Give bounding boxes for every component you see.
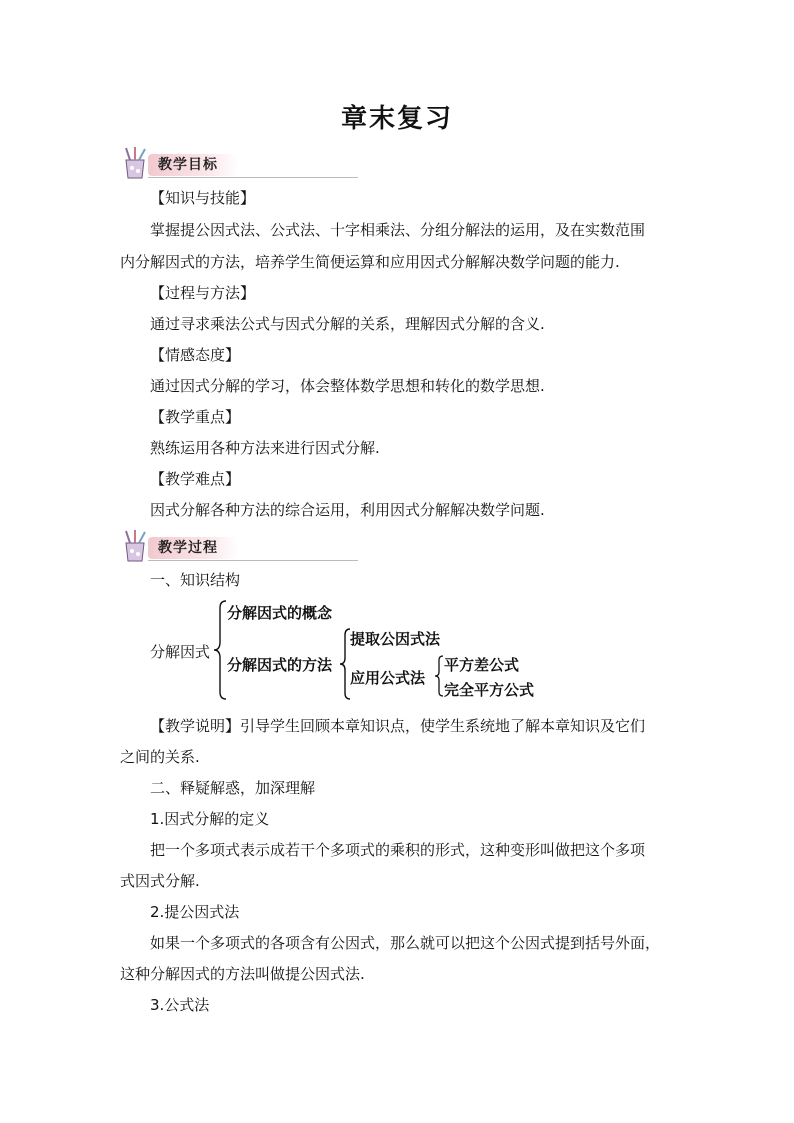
tree-diff-squares: 平方差公式 — [444, 656, 520, 674]
pencil-cup-icon — [118, 529, 152, 563]
focus-text: 熟练运用各种方法来进行因式分解. — [150, 439, 380, 457]
tree-root: 分解因式 — [150, 643, 211, 661]
difficulty-heading: 【教学难点】 — [150, 470, 241, 488]
knowledge-heading: 【知识与技能】 — [150, 189, 256, 207]
tree-perfect-square: 完全平方公式 — [444, 681, 535, 699]
item2-text-1: 如果一个多项式的各项含有公因式，那么就可以把这个公因式提到括号外面， — [150, 934, 661, 952]
section-banner-objectives — [118, 146, 242, 180]
focus-heading: 【教学重点】 — [150, 408, 241, 426]
tree-methods: 分解因式的方法 — [227, 656, 333, 674]
knowledge-text-2: 内分解因式的方法，培养学生简便运算和应用因式分解解决数学问题的能力. — [120, 253, 620, 271]
knowledge-text-1: 掌握提公因式法、公式法、十字相乘法、分组分解法的运用，及在实数范围 — [150, 221, 646, 239]
brace-level-1 — [212, 600, 228, 700]
page-title: 章末复习 — [340, 104, 453, 134]
difficulty-text: 因式分解各种方法的综合运用，利用因式分解解决数学问题. — [150, 501, 545, 519]
part2-heading: 二、释疑解惑，加深理解 — [150, 779, 316, 797]
banner-underline — [148, 177, 358, 178]
process-text: 通过寻求乘法公式与因式分解的关系，理解因式分解的含义. — [150, 315, 545, 333]
item2-text-2: 这种分解因式的方法叫做提公因式法. — [120, 965, 365, 983]
item1-text-2: 式因式分解. — [120, 872, 200, 890]
banner-label: 教学目标 — [148, 154, 238, 176]
tree-extract: 提取公因式法 — [350, 630, 441, 648]
emotion-heading: 【情感态度】 — [150, 346, 241, 364]
tree-concept: 分解因式的概念 — [227, 604, 333, 622]
item2-heading: 2.提公因式法 — [150, 903, 240, 921]
note-line-2: 之间的关系. — [120, 748, 200, 766]
item1-text-1: 把一个多项式表示成若干个多项式的乘积的形式，这种变形叫做把这个多项 — [150, 841, 646, 859]
item1-heading: 1.因式分解的定义 — [150, 810, 270, 828]
banner-label: 教学过程 — [148, 537, 238, 559]
tree-formula: 应用公式法 — [350, 669, 426, 687]
structure-heading: 一、知识结构 — [150, 571, 241, 589]
item3-heading: 3.公式法 — [150, 996, 210, 1014]
banner-underline — [148, 560, 358, 561]
emotion-text: 通过因式分解的学习，体会整体数学思想和转化的数学思想. — [150, 377, 545, 395]
note-line-1: 【教学说明】引导学生回顾本章知识点，使学生系统地了解本章知识及它们 — [150, 717, 646, 735]
process-heading: 【过程与方法】 — [150, 284, 256, 302]
pencil-cup-icon — [118, 146, 152, 180]
section-banner-process — [118, 529, 242, 563]
